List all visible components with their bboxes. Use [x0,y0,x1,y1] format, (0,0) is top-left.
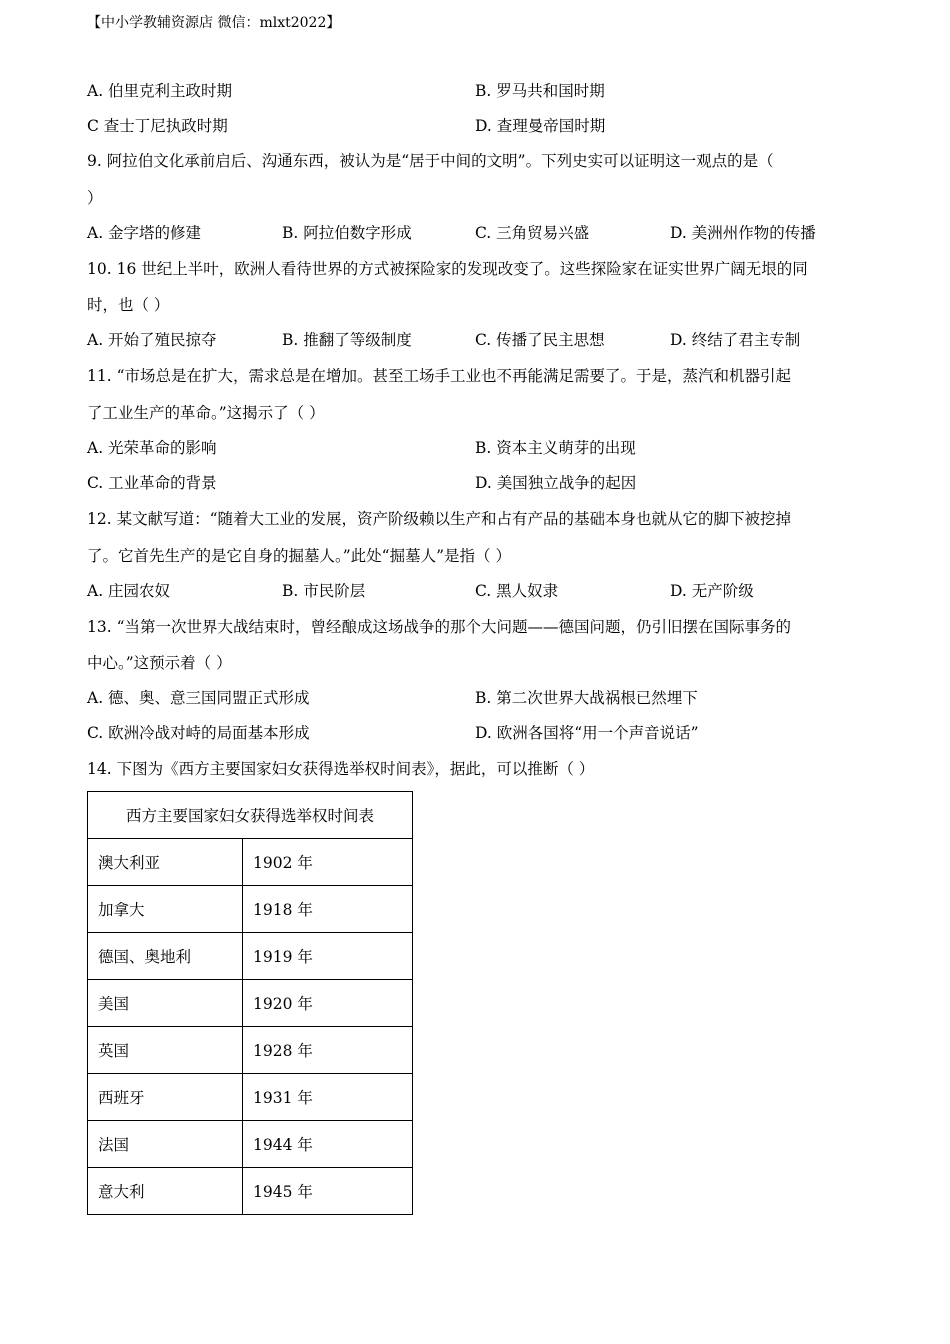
q12-option-b[interactable]: B. 市民阶层 [282,582,366,600]
country-cell: 西班牙 [88,1074,243,1121]
q10-option-d[interactable]: D. 终结了君主专制 [670,331,801,349]
q8-option-d[interactable]: D. 查理曼帝国时期 [475,117,606,135]
q8-option-c[interactable]: C 查士丁尼执政时期 [87,117,228,135]
country-cell: 加拿大 [88,886,243,933]
page-header: 【中小学教辅资源店 微信：mlxt2022】 [87,15,341,31]
q12-stem-line2: 了。它首先生产的是它自身的掘墓人。”此处“掘墓人”是指（ ） [87,547,511,565]
q11-stem-line2: 了工业生产的革命。”这揭示了（ ） [87,404,325,422]
q13-option-d[interactable]: D. 欧洲各国将“用一个声音说话” [475,724,699,742]
q9-option-d[interactable]: D. 美洲州作物的传播 [670,224,816,242]
table-row [88,1168,413,1215]
q13-option-b[interactable]: B. 第二次世界大战祸根已然埋下 [475,689,698,707]
country-cell: 德国、奥地利 [88,933,243,980]
country-cell: 法国 [88,1121,243,1168]
q13-stem-line1: 13. “当第一次世界大战结束时，曾经酿成这场战争的那个大问题——德国问题，仍引旧摆在国际事务的 [87,618,792,636]
q11-option-c[interactable]: C. 工业革命的背景 [87,474,217,492]
q8-option-b[interactable]: B. 罗马共和国时期 [475,82,605,100]
q9-stem-line2: ） [87,189,103,207]
suffrage-table [87,791,413,1215]
q13-option-a[interactable]: A. 德、奥、意三国同盟正式形成 [87,689,310,707]
q10-stem-line1: 10. 16 世纪上半叶，欧洲人看待世界的方式被探险家的发现改变了。这些探险家在证实世界广阔无垠的同 [87,260,808,278]
year-cell: 1928 年 [243,1027,413,1074]
q8-option-a[interactable]: A. 伯里克利主政时期 [87,82,233,100]
table-row [88,1074,413,1121]
country-cell: 美国 [88,980,243,1027]
table-row [88,933,413,980]
q9-option-b[interactable]: B. 阿拉伯数字形成 [282,224,412,242]
table-row [88,1121,413,1168]
q10-stem-line2: 时，也（ ） [87,296,170,314]
q14-stem: 14. 下图为《西方主要国家妇女获得选举权时间表》，据此，可以推断（ ） [87,760,595,778]
table-row [88,839,413,886]
q12-stem-line1: 12. 某文献写道：“随着大工业的发展，资产阶级赖以生产和占有产品的基础本身也就从它的脚下被挖掉 [87,510,792,528]
q10-option-b[interactable]: B. 推翻了等级制度 [282,331,412,349]
q12-option-a[interactable]: A. 庄园农奴 [87,582,171,600]
year-cell: 1920 年 [243,980,413,1027]
q13-stem-line2: 中心。”这预示着（ ） [87,654,232,672]
year-cell: 1945 年 [243,1168,413,1215]
year-cell: 1918 年 [243,886,413,933]
year-cell: 1931 年 [243,1074,413,1121]
country-cell: 意大利 [88,1168,243,1215]
q9-option-c[interactable]: C. 三角贸易兴盛 [475,224,590,242]
q11-option-b[interactable]: B. 资本主义萌芽的出现 [475,439,636,457]
table-title: 西方主要国家妇女获得选举权时间表 [88,792,413,839]
table-row [88,886,413,933]
q9-option-a[interactable]: A. 金字塔的修建 [87,224,202,242]
q12-option-d[interactable]: D. 无产阶级 [670,582,754,600]
year-cell: 1944 年 [243,1121,413,1168]
year-cell: 1919 年 [243,933,413,980]
country-cell: 英国 [88,1027,243,1074]
year-cell: 1902 年 [243,839,413,886]
q11-option-a[interactable]: A. 光荣革命的影响 [87,439,217,457]
q10-option-a[interactable]: A. 开始了殖民掠夺 [87,331,217,349]
q12-option-c[interactable]: C. 黑人奴隶 [475,582,559,600]
table-row [88,980,413,1027]
q10-option-c[interactable]: C. 传播了民主思想 [475,331,605,349]
q9-stem-line1: 9. 阿拉伯文化承前启后、沟通东西，被认为是“居于中间的文明”。下列史实可以证明这一观点的是（ [87,152,774,170]
table-row [88,1027,413,1074]
q13-option-c[interactable]: C. 欧洲冷战对峙的局面基本形成 [87,724,310,742]
country-cell: 澳大利亚 [88,839,243,886]
q11-stem-line1: 11. “市场总是在扩大，需求总是在增加。甚至工场手工业也不再能满足需要了。于是，蒸汽和机器引起 [87,367,792,385]
q11-option-d[interactable]: D. 美国独立战争的起因 [475,474,637,492]
